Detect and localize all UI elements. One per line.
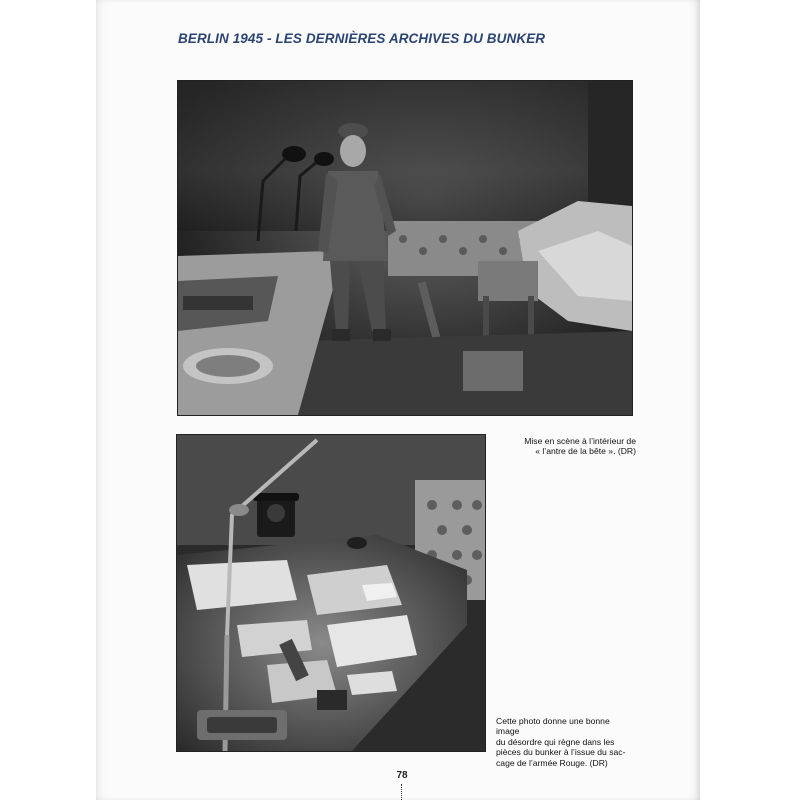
- photo-soldier-in-bunker-room: [177, 80, 633, 416]
- figure-caption-1: [490, 436, 636, 457]
- figure-caption-2: [496, 716, 628, 768]
- caption-line: cage de l’armée Rouge. (DR): [496, 757, 608, 768]
- running-header: BERLIN 1945 - LES DERNIÈRES ARCHIVES DU BUNKER: [178, 31, 546, 46]
- caption-line: du désordre qui règne dans les: [496, 736, 615, 747]
- caption-line: pièces du bunker à l’issue du sac-: [496, 747, 626, 758]
- photo-cluttered-desk: [176, 434, 486, 752]
- folio-divider: [401, 784, 402, 800]
- page-number: 78: [396, 770, 408, 781]
- caption-line: Cette photo donne une bonne image: [496, 716, 610, 737]
- caption-line: Mise en scène à l’intérieur de: [524, 436, 636, 446]
- caption-line: « l’antre de la bête ». (DR): [535, 446, 636, 457]
